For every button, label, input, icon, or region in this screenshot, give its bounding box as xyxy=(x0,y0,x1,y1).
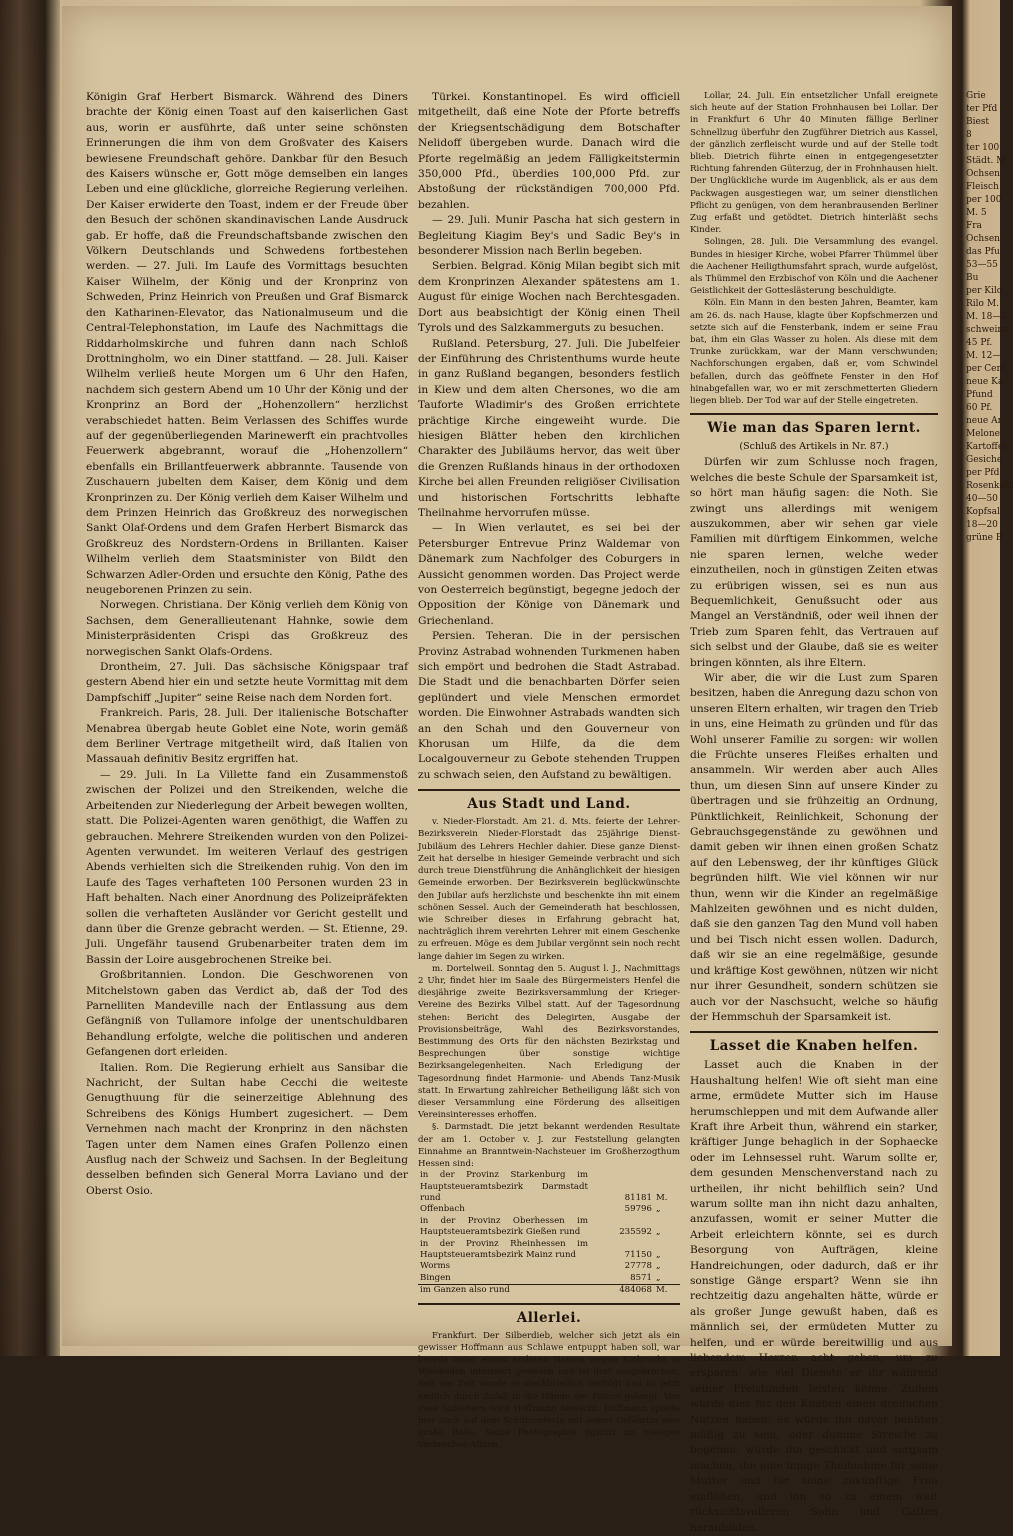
article-drontheim: Drontheim, 27. Juli. Das sächsische Königspaar traf gestern Abend hier ein und setzte heute Vormittag mit dem Dampfschiff „Jupiter“ seine Reise nach dem Norden fort. xyxy=(86,661,408,704)
heading-allerlei: Allerlei. xyxy=(516,1309,582,1326)
tax-unit: „ xyxy=(656,1261,661,1272)
strip-fragment: per Pfd xyxy=(966,468,1000,478)
tax-value: 71150 xyxy=(624,1250,652,1261)
strip-fragment: per Kilo xyxy=(966,286,1003,296)
strip-fragment: M. 18—2 xyxy=(966,312,1008,322)
strip-fragment: per Cent xyxy=(966,364,1006,374)
strip-fragment: M. 12— xyxy=(966,351,1002,361)
tax-unit: M. xyxy=(654,1285,680,1297)
column-right xyxy=(690,90,938,1536)
article-dortelweil: m. Dortelweil. Sonntag den 5. August l. J., Nachmittags 2 Uhr, findet hier im Saale des Bürgermeisters Henfel die diesjährige zweite Bezirksversammlung der Krieger-Vereine des Bezirks Vilbel statt. Auf der Tagesordnung stehen: Bericht des Delegirten, Ausgabe der Provisionsbeiträge, Wahl des Bezirksvorstandes, Bestimmung des Orts für den nächsten Bezirkstag und Besprechungen über sonstige wichtige Bezirksangelegenheiten. Nach Erledigung der Tagesordnung findet Harmonie- und Abends Tanz-Musik statt. In Erwartung zahlreicher Betheiligung läßt sich von dieser Versammlung eine Förderung des allseitigen Vereinsinteresses erhoffen. xyxy=(418,963,680,1121)
article-solingen: Solingen, 28. Juli. Die Versammlung des evangel. Bundes in hiesiger Kirche, wobei Pfarrer Thümmel über die Aachener Heiligthumsfahrt sprach, wurde aufgelöst, als Thümmel den Erzbischof von Köln und die Aachener Geistlichkeit der Gotteslästerung beschuldigte. xyxy=(690,237,938,297)
article-persia: Persien. Teheran. Die in der persischen Provinz Astrabad wohnenden Turkmenen haben sich empört und bedrohen die Stadt Astrabad. Die Stadt und die benachbarten Dörfer seien geplündert und viele Menschen ermordet worden. Die Einwohner Astrabads wandten sich an den Schah und den Gouverneur von Khorusan um Hilfe, da die dem Localgouverneur zu Gebote stehenden Truppen zu schwach seien, den Aufstand zu bewältigen. xyxy=(418,630,680,781)
strip-fragment: Bu xyxy=(966,273,979,283)
tax-row xyxy=(418,1216,680,1239)
tax-label: in der Provinz Oberhessen im Hauptsteueramtsbezirk Gießen rund xyxy=(420,1215,588,1238)
strip-fragment: Grie xyxy=(966,91,986,101)
strip-fragment: Pfund xyxy=(966,390,993,400)
strip-fragment: ter 100 xyxy=(966,143,1000,153)
tax-value: 81181 xyxy=(624,1192,652,1203)
tax-label: Worms xyxy=(420,1261,451,1272)
section-rule xyxy=(418,789,680,791)
strip-fragment: Melone xyxy=(966,429,1000,439)
strip-fragment: neue Ar xyxy=(966,416,1002,426)
strip-fragment: Städt. M xyxy=(966,156,1006,166)
article-sparen-1: Dürfen wir zum Schlusse noch fragen, welches die beste Schule der Sparsamkeit ist, so hört man häufig sagen: die Noth. Sie zwingt uns allerdings mit wenigem auszukommen, aber wir sehen gar viele Familien mit dürftigem Einkommen, welche nie sparen lernen, welche weder einzutheilen, noch in günstigen Zeiten etwas zu erübrigen wissen, sei es nun aus Bequemlichkeit, Genußsucht oder aus Mangel an Verständniß, oder weil ihnen der Trieb zum Sparen fehlt, das Vertrauen auf sich selbst und der Glaube, daß sie es weiter bringen könnten, als ihre Eltern. xyxy=(690,456,938,669)
tax-label: Offenbach xyxy=(420,1204,465,1215)
article-nieder-florstadt: v. Nieder-Florstadt. Am 21. d. Mts. feierte der Lehrer-Bezirksverein Nieder-Florstadt das 25jährige Dienst-Jubiläum des Lehrers Hechler dahier. Diese ganze Dienst-Zeit hat derselbe in hiesiger Gemeinde verbracht und sich durch treue Dienstführung die Anhänglichkeit der hiesigen Gemeinde erworben. Der Bezirksverein beglückwünschte den Jubilar aufs herzlichste und beschenkte ihn mit einem schönen Sessel. Auch der Gemeinderath hat beschlossen, wie Schreiber dieses in Erfahrung gebracht hat, nachträglich ihrem verehrten Lehrer mit einem Geschenke zu erfreuen. Möge es dem Jubilar vergönnt sein noch recht lange dahier im Segen zu wirken. xyxy=(418,817,680,962)
article-lollar: Lollar, 24. Juli. Ein entsetzlicher Unfall ereignete sich heute auf der Station Frohnhausen bei Lollar. Der in Frankfurt 6 Uhr 40 Minuten fällige Berliner Schnellzug überfuhr den Zugführer Dietrich aus Kassel, der gänzlich zerfleischt wurde und auf der Stelle todt blieb. Dietrich führte einen in entgegengesetzter Richtung fahrenden Güterzug, der in Frohnhausen hielt. Der Unglückliche wurde im Augenblick, als er aus dem Packwagen ausgestiegen war, um seiner dienstlichen Pflicht zu genügen, von dem heranbrausenden Berliner Zug erfaßt und getödtet. Dietrich hinterläßt sechs Kinder. xyxy=(690,91,938,236)
article-koeln: Köln. Ein Mann in den besten Jahren, Beamter, kam am 26. ds. nach Hause, klagte über Kopfschmerzen und setzte sich auf die Fensterbank, indem er seine Frau bat, ihm ein Glas Wasser zu holen. Als diese mit dem Trunke zurückkam, war der Mann verschwunden; Nachforschungen ergaben, daß er, vom Schwindel befallen, durch das geöffnete Fenster in den Hof hinabgefallen war, wo er mit zerschmetterten Gliedern liegen blieb. Der Tod war auf der Stelle eingetreten. xyxy=(690,298,938,407)
article-la-villette: — 29. Juli. In La Villette fand ein Zusammenstoß zwischen der Polizei und den Streikenden, welche die Arbeitenden zur Niederlegung der Arbeit bewegen wollten, statt. Die Polizei-Agenten waren genöthigt, die Waffen zu gebrauchen. Mehrere Streikenden wurden von den Polizei-Agenten verwundet. Im weiteren Verlauf des gestrigen Abends verhielten sich die Streikenden ruhig. Von den im Laufe des Tages verhafteten 100 Personen wurden 23 in Haft behalten. Nach einer Anordnung des Polizeipräfekten sollen die verhafteten Ausländer vor Gericht gestellt und dann über die Grenze gebracht werden. — St. Etienne, 29. Juli. Ungefähr tausend Grubenarbeiter traten dem im Bassin der Loire ausgebrochenen Streike bei. xyxy=(86,768,408,966)
heading-stadt-land: Aus Stadt und Land. xyxy=(467,796,631,813)
article-norway: Norwegen. Christiana. Der König verlieh dem König von Sachsen, dem Generallieutenant Hahnke, sowie dem Ministerpräsidenten Crispi das Großkreuz des norwegischen Sankt Olafs-Ordens. xyxy=(86,599,408,658)
column-left xyxy=(86,90,408,1199)
strip-fragment: Kopfsal xyxy=(966,507,1000,517)
article-darmstadt: §. Darmstadt. Die jetzt bekannt werdenden Resultate der am 1. October v. J. zur Feststellung gelangten Einnahme an Branntwein-Nachsteuer im Großherzogthum Hessen sind: xyxy=(418,1122,680,1169)
strip-fragment: Ochsen xyxy=(966,234,1000,244)
heading-sparen: Wie man das Sparen lernt. xyxy=(707,420,921,437)
tax-value: 484068 xyxy=(590,1285,654,1297)
section-rule xyxy=(418,1303,680,1305)
adjacent-page-strip xyxy=(966,90,1013,545)
strip-fragment: 18—20 xyxy=(966,520,998,530)
strip-fragment: grüne B xyxy=(966,533,1003,543)
tax-value: 27778 xyxy=(624,1261,652,1272)
tax-unit: M. xyxy=(656,1192,668,1203)
strip-fragment: Ochsen xyxy=(966,169,1000,179)
article-vienna: — In Wien verlautet, es sei bei der Petersburger Entrevue Prinz Waldemar von Dänemark zum Nachfolger des Coburgers in Aussicht genommen worden. Das Project werde von Oesterreich begünstigt, begegne jedoch der Opposition der Könige von Dänemark und Griechenland. xyxy=(418,522,680,627)
tax-value: 8571 xyxy=(630,1272,652,1283)
article-sparen-2: Wir aber, die wir die Lust zum Sparen besitzen, haben die Anregung dazu schon von unseren Eltern erhalten, wir tragen den Trieb in uns, eine Heimath zu gründen und für das Wohl unserer Familie zu sorgen: wir wollen die Früchte unseres Fleißes erhalten und ansammeln. Wir werden aber auch Alles thun, um diesen Sinn auf unsere Kinder zu übertragen und sie frühzeitig an Ordnung, Pünktlichkeit, Reinlichkeit, Schonung der Gebrauchsgegenstände zu gewöhnen und damit geben wir ihnen einen großen Schatz auf den Lebensweg, der ihr künftiges Glück begründen hilft. Wie viel können wir nur thun, wenn wir die Kinder an regelmäßige Mahlzeiten gewöhnen und es nicht dulden, daß sie den ganzen Tag den Mund voll haben und bei Tisch nicht essen wollen. Dadurch, daß wir sie an eine regelmäßige, gesunde und kräftige Kost gewöhnen, nützen wir nicht nur ihrer Gesundheit, sondern schützen sie auch vor der Naschsucht, welche so häufig der Hemmschuh der Sparsamkeit ist. xyxy=(690,671,938,1023)
column-middle xyxy=(418,90,680,1452)
strip-fragment: Rilo M. xyxy=(966,299,999,309)
tax-row xyxy=(418,1239,680,1262)
strip-fragment: Kartoffel xyxy=(966,442,1007,452)
article-russia: Rußland. Petersburg, 27. Juli. Die Jubelfeier der Einführung des Christenthums wurde heute in ganz Rußland begangen, besonders festlich in Kiew und dem alten Chersones, wo die am Tauforte Wladimir's des Großen errichtete prächtige Kirche eingeweiht wurde. Die hiesigen Blätter heben den kirchlichen Charakter des Jubiläums hervor, das weit über die Grenzen Rußlands hinaus in der orthodoxen Kirche bei allen Freunden religiöser Civilisation und historischen Fortschritts lebhafte Theilnahme hervorrufen müsse. xyxy=(418,337,680,519)
strip-fragment: 60 Pf. xyxy=(966,403,993,413)
article-britain: Großbritannien. London. Die Geschworenen von Mitchelstown gaben das Verdict ab, daß der Tod des Parnelliten Mandeville nach der Entlassung aus dem Gefängniß von Tullamore infolge der unentschuldbaren Behandlung erfolgte, welche die politischen und anderen Gefangenen dort erleiden. xyxy=(86,969,408,1059)
tax-label: in der Provinz Starkenburg im Hauptsteueramtsbezirk Darmstadt rund xyxy=(420,1170,588,1203)
strip-fragment: M. 5 xyxy=(966,208,987,218)
article-italy: Italien. Rom. Die Regierung erhielt aus Sansibar die Nachricht, der Sultan habe Cecchi die weiteste Genugthuung für die seinerzeitige Ablehnung des Schreibens des Königs Humbert zugesichert. — Dem Vernehmen nach macht der Kronprinz in den nächsten Tagen unter dem Namen eines Grafen Pollenzo einen Ausflug nach der Schweiz und Sachsen. In der Begleitung desselben befinden sich General Morra Laviano und der Oberst Osio. xyxy=(86,1061,408,1197)
tax-label: Bingen xyxy=(420,1272,451,1283)
strip-fragment: das Pfu xyxy=(966,247,1000,257)
tax-unit: „ xyxy=(656,1250,661,1261)
tax-value: 59796 xyxy=(624,1204,652,1215)
tax-value: 235592 xyxy=(619,1227,652,1238)
tax-unit: „ xyxy=(656,1204,661,1215)
tax-unit: „ xyxy=(656,1272,661,1283)
section-rule xyxy=(690,1031,938,1033)
strip-fragment: Biest xyxy=(966,117,990,127)
strip-fragment: Gesiche xyxy=(966,455,1003,465)
article-turkey: Türkei. Konstantinopel. Es wird officiell mitgetheilt, daß eine Note der Pforte betreffs der Kriegsentschädigung dem Botschafter Nelidoff übergeben wurde. Danach wird die Pforte regelmäßig an jedem Fälligkeitstermin 350,000 Pfd., überdies 100,000 Pfd. zur Abstoßung der rückständigen 700,000 Pfd. bezahlen. xyxy=(418,91,680,211)
tax-row xyxy=(418,1170,680,1204)
tax-table xyxy=(418,1170,680,1296)
strip-fragment: 53—55 xyxy=(966,260,998,270)
strip-fragment: 45 Pf. xyxy=(966,338,993,348)
strip-fragment: Fra xyxy=(966,221,982,231)
strip-fragment: 40—50 xyxy=(966,494,998,504)
strip-fragment: neue Ka xyxy=(966,377,1004,387)
strip-fragment: Fleisch xyxy=(966,182,999,192)
strip-fragment: schweine xyxy=(966,325,1009,335)
article-serbia: Serbien. Belgrad. König Milan begibt sich mit dem Kronprinzen Alexander spätestens am 1. August für einige Wochen nach Berchtesgaden. Dort aus beabsichtigt der König einen Theil Tyrols und des Salzkammerguts zu besuchen. xyxy=(418,260,680,335)
article-frankfurt: Frankfurt. Der Silberdieb, welcher sich jetzt als ein gewisser Hoffmann aus Schlawe entpuppt haben soll, war bereits unter einem anderen Namen wegen Einbruchs in Wiesbaden interniert gewesen und ist dort ausgebrochen. Seit der Zeit wurde er steckbrieflich verfolgt und ist jetzt endlich durch Zufall in die Hände der Polizei gelangt. Von zwei Aufsehern wird Hoffmann bewacht. Hoffmann spielte hier auch auf dem Schützenfeste mit seiner Gefährtin eine große Rolle. Seine Photographie figurirt im hiesigen Verbrecher-Album. xyxy=(418,1330,680,1451)
heading-knaben: Lasset die Knaben helfen. xyxy=(709,1038,919,1055)
tax-label: im Ganzen also rund xyxy=(418,1285,590,1297)
article-sweden: Königin Graf Herbert Bismarck. Während des Diners brachte der König einen Toast auf den kaiserlichen Gast aus, worin er ausführte, daß unter seine schönsten Erinnerungen die ihm von dem Großvater des Kaisers bewiesene Freundschaft gehöre. Dankbar für den Besuch des Kaisers wünsche er, Gott möge demselben ein langes Leben und eine glückliche, glorreiche Regierung verleihen. Der Kaiser erwiderte den Toast, indem er der Freude über den Besuch der schönen skandinavischen Lande Ausdruck gab. Er hoffe, daß die Freundschaftsbande zwischen den Völkern Deutschlands und Schwedens fortbestehen werden. — 27. Juli. Im Laufe des Vormittags besuchten Kaiser Wilhelm, der König und der Kronprinz von Schweden, Prinz Heinrich von Preußen und Graf Bismarck den Katharinen-Elevator, das Nationalmuseum und die Central-Telephonstation, im Laufe des Nachmittags die Riddarholmskirche und fuhren dann nach Schloß Drottningholm, wo ein Diner stattfand. — 28. Juli. Kaiser Wilhelm verließ heute Morgen um 6 Uhr den Hafen, nachdem sich gestern Abend um 10 Uhr der König und der Kronprinz an Bord der „Hohenzollern“ herzlichst verabschiedet hatten. Beim Verlassen des Schiffes wurde auf der gegenüberliegenden Marinewerft ein prachtvolles Feuerwerk abgebrannt, worauf die „Hohenzollern“ ebenfalls ein Brillantfeuerwerk abbrannte. Tausende von Zuschauern jubelten dem Kaiser, dem König und dem Kronprinzen zu. Der König verlieh dem Kaiser Wilhelm und dem Prinzen Heinrich das Großkreuz des norwegischen Sankt Olaf-Ordens und dem Grafen Herbert Bismarck das Großkreuz des Nordstern-Ordens in Brillanten. Kaiser Wilhelm verlieh dem Staatsminister von Bildt den Schwarzen Adler-Orden und ersuchte den König, Pathe des neugeborenen Prinzen zu sein. xyxy=(86,91,408,596)
strip-fragment: 8 xyxy=(966,130,972,140)
tax-row xyxy=(418,1273,680,1285)
section-rule xyxy=(690,413,938,415)
strip-fragment: per 100 xyxy=(966,195,1002,205)
subheading-sparen: (Schluß des Artikels in Nr. 87.) xyxy=(739,441,889,453)
tax-total-row xyxy=(418,1285,680,1297)
strip-fragment: ter Pfd xyxy=(966,104,998,114)
strip-fragment: Rosenkohl xyxy=(966,481,1013,491)
tax-label: in der Provinz Rheinhessen im Hauptsteueramtsbezirk Mainz rund xyxy=(420,1238,588,1261)
article-knaben: Lasset auch die Knaben in der Haushaltung helfen! Wie oft sieht man eine arme, ermüdete Mutter sich im Hause herumschleppen und mit dem Aufwande aller Kraft ihre Arbeit thun, während ein starker, kräftiger Junge behaglich in der Sophaecke oder im Lehnsessel ruht. Warum sollte er, dem gesunden Menschenverstand nach zu urtheilen, ihr nicht behilflich sein? Und warum sollte man ihn nicht dazu anhalten, anzufassen, womit er seiner Mutter die Arbeit erleichtern könnte, sei es durch Besorgung von Aufträgen, kleine Handreichungen, oder dadurch, daß er ihr sonstige Gänge erspart? Wenn sie ihn rechtzeitig dazu angehalten hätte, würde er als großer Junge gewußt haben, daß es männlich sei, der ermüdeten Mutter zu helfen, und er würde bereitwillig und aus liebendem Herzen acht geben, um zu ersparen, wie viel Dienste er ihr während seiner Freistunden leisten könne. Zudem würde dies für den Knaben einen dreifachen Nutzen haben: es würde ihn davor behüten müßig zu sein, oder dumme Streiche zu begehen, würde ihn geschickt und sorgsam machen, ihn eine innige Theilnahme für seine Mutter und für seine zukünftige Frau einflößen, und ihn so zu einem weit rücksichtsvolleren Sohn und Gatten heranbilden. xyxy=(690,1059,938,1534)
binding-shadow xyxy=(0,0,60,1356)
article-munir-pascha: — 29. Juli. Munir Pascha hat sich gestern in Begleitung Kiagim Bey's und Sadic Bey's in besonderer Mission nach Berlin begeben. xyxy=(418,214,680,258)
article-france: Frankreich. Paris, 28. Juli. Der italienische Botschafter Menabrea übergab heute Goblet eine Note, worin gemäß dem Berliner Vertrage mitgetheilt wird, daß Italien von Massauah definitiv Besitz ergriffen hat. xyxy=(86,707,408,766)
tax-row xyxy=(418,1261,680,1272)
tax-unit: „ xyxy=(656,1227,661,1238)
tax-row xyxy=(418,1204,680,1215)
